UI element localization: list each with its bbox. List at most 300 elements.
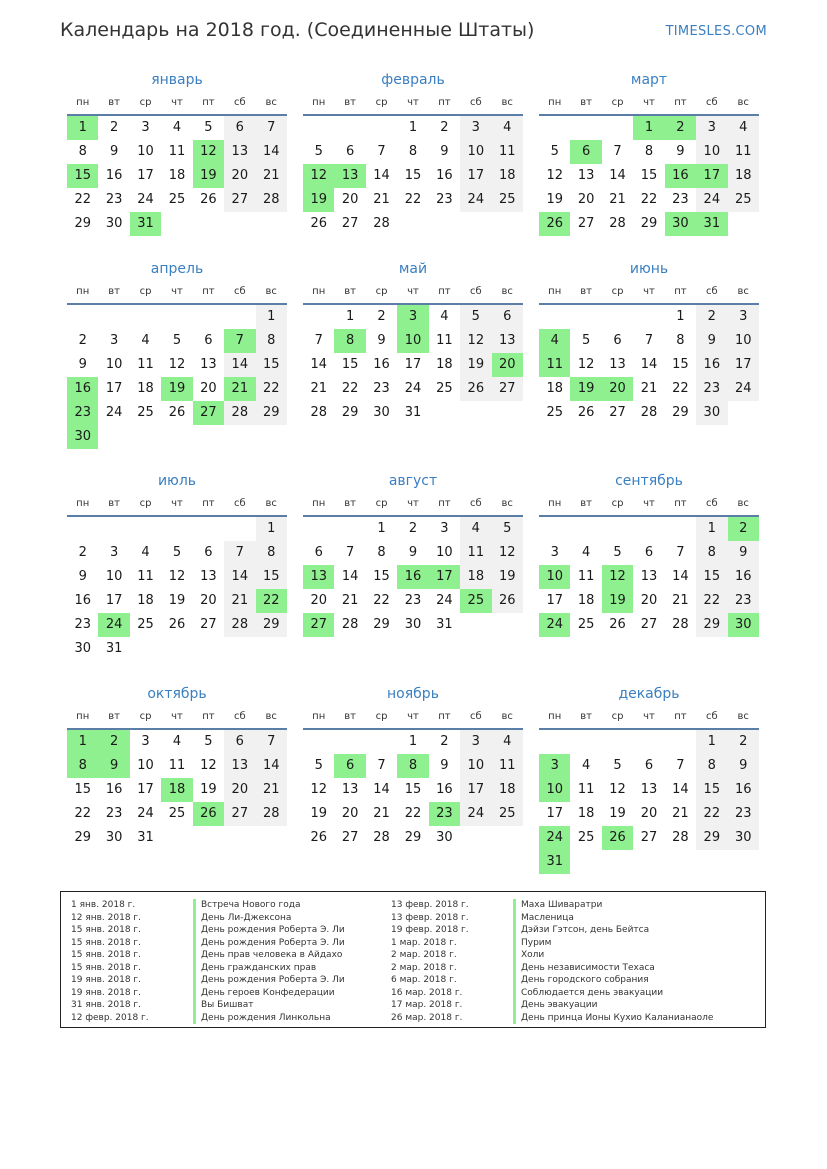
day-cell: 11 <box>168 758 186 773</box>
day-cell: 20 <box>200 381 217 396</box>
holiday-date: 17 мар. 2018 г. <box>391 1000 463 1010</box>
legend-row <box>71 974 345 987</box>
weekday-label: сб <box>469 711 482 722</box>
day-cell: 16 <box>373 357 390 372</box>
weekday-label: пт <box>438 498 451 509</box>
month-name: февраль <box>381 72 445 88</box>
holiday-day-cell: 6 <box>334 754 365 778</box>
day-cell: 29 <box>672 405 689 420</box>
day-grid <box>67 116 287 236</box>
day-cell: 13 <box>200 569 217 584</box>
empty-cell <box>539 305 570 329</box>
month-calendar <box>67 70 287 236</box>
weekend-day-cell: 16 <box>696 353 727 377</box>
weekend-day-cell: 3 <box>728 305 759 329</box>
day-cell: 18 <box>546 381 563 396</box>
day-cell: 9 <box>676 144 685 159</box>
month-calendar <box>539 70 759 236</box>
empty-cell <box>539 517 570 541</box>
day-cell: 23 <box>74 617 91 632</box>
holiday-date: 26 мар. 2018 г. <box>391 1012 463 1023</box>
day-cell: 23 <box>105 806 123 821</box>
empty-cell <box>633 517 664 541</box>
holiday-name: Соблюдается день эвакуации <box>513 987 663 1000</box>
weekend-day-cell: 10 <box>728 329 759 353</box>
weekday-label: пт <box>438 711 451 722</box>
weekday-header <box>539 710 759 730</box>
legend-row <box>71 912 345 925</box>
holiday-day-cell: 15 <box>67 164 98 188</box>
day-cell: 1 <box>676 309 685 324</box>
holiday-date: 15 янв. 2018 г. <box>71 962 141 973</box>
weekday-label: ср <box>375 498 388 509</box>
weekday-label: пн <box>548 286 562 297</box>
day-grid <box>303 730 523 850</box>
day-cell: 28 <box>373 830 390 845</box>
day-cell: 7 <box>377 144 386 159</box>
weekend-day-cell: 24 <box>696 188 727 212</box>
day-cell: 6 <box>644 545 654 560</box>
day-cell: 5 <box>581 333 591 348</box>
day-cell: 5 <box>550 144 559 159</box>
day-cell: 19 <box>546 192 563 207</box>
weekend-day-cell: 9 <box>728 541 759 565</box>
month-name: сентябрь <box>615 473 683 489</box>
holiday-day-cell: 8 <box>334 329 365 353</box>
weekend-day-cell: 5 <box>492 517 523 541</box>
weekday-label: чт <box>407 286 419 297</box>
weekday-label: пт <box>438 286 451 297</box>
day-cell: 3 <box>550 545 559 560</box>
weekend-day-cell: 18 <box>728 164 759 188</box>
legend-row <box>391 987 713 1000</box>
weekday-label: пн <box>312 498 326 509</box>
day-cell: 19 <box>310 806 327 821</box>
weekday-label: вт <box>108 97 120 108</box>
empty-cell <box>539 730 570 754</box>
day-cell: 2 <box>109 120 119 135</box>
weekend-day-cell: 4 <box>728 116 759 140</box>
day-cell: 2 <box>408 521 418 536</box>
legend-row <box>391 937 713 950</box>
day-cell: 3 <box>109 333 119 348</box>
holiday-name: Встреча Нового года <box>193 899 300 912</box>
weekday-label: ср <box>139 498 152 509</box>
day-cell: 14 <box>609 168 626 183</box>
weekend-day-cell: 8 <box>256 541 287 565</box>
weekend-day-cell: 19 <box>492 565 523 589</box>
month-name: октябрь <box>147 686 207 702</box>
weekend-day-cell: 8 <box>696 754 727 778</box>
day-grid <box>303 116 523 236</box>
month-name: январь <box>151 72 203 88</box>
day-cell: 25 <box>137 405 154 420</box>
holiday-day-cell: 10 <box>539 565 570 589</box>
day-cell: 8 <box>78 144 87 159</box>
weekday-label: вс <box>265 97 277 108</box>
holiday-name: День прав человека в Айдахо <box>193 949 342 962</box>
empty-cell <box>67 305 98 329</box>
weekend-day-cell: 12 <box>460 329 491 353</box>
day-cell: 9 <box>78 569 87 584</box>
day-cell: 19 <box>609 806 626 821</box>
day-cell: 18 <box>137 381 154 396</box>
day-cell: 18 <box>137 593 154 608</box>
day-grid <box>303 305 523 425</box>
day-cell: 17 <box>105 381 123 396</box>
empty-cell <box>602 305 633 329</box>
holiday-day-cell: 27 <box>303 613 334 637</box>
day-cell: 15 <box>74 782 91 797</box>
day-cell: 10 <box>436 545 453 560</box>
weekday-label: сб <box>705 97 718 108</box>
weekend-day-cell: 25 <box>492 188 523 212</box>
holiday-day-cell: 16 <box>397 565 428 589</box>
empty-cell <box>303 730 334 754</box>
weekday-label: чт <box>643 286 655 297</box>
legend-row <box>71 924 345 937</box>
legend-row <box>71 937 345 950</box>
day-cell: 10 <box>137 144 154 159</box>
weekend-day-cell: 6 <box>224 730 255 754</box>
holiday-date: 16 мар. 2018 г. <box>391 987 463 998</box>
month-calendar <box>303 684 523 850</box>
day-cell: 15 <box>672 357 689 372</box>
day-cell: 19 <box>200 782 217 797</box>
empty-cell <box>67 517 98 541</box>
weekend-day-cell: 13 <box>224 754 255 778</box>
day-cell: 28 <box>640 405 658 420</box>
weekday-header <box>67 710 287 730</box>
day-cell: 28 <box>373 216 390 231</box>
day-cell: 22 <box>341 381 359 396</box>
day-cell: 21 <box>672 593 689 608</box>
weekday-label: чт <box>171 498 183 509</box>
month-calendar <box>67 259 287 449</box>
weekend-day-cell: 21 <box>256 164 287 188</box>
weekend-day-cell: 15 <box>256 565 287 589</box>
day-cell: 26 <box>310 216 327 231</box>
weekend-day-cell: 24 <box>460 802 491 826</box>
day-cell: 14 <box>373 168 390 183</box>
weekend-day-cell: 20 <box>224 778 255 802</box>
weekend-day-cell: 22 <box>256 377 287 401</box>
day-cell: 6 <box>644 758 654 773</box>
holiday-day-cell: 8 <box>67 754 98 778</box>
day-cell: 26 <box>609 617 626 632</box>
empty-cell <box>224 305 255 329</box>
holiday-day-cell: 23 <box>67 401 98 425</box>
day-cell: 14 <box>310 357 327 372</box>
month-name: апрель <box>150 261 204 277</box>
weekday-label: вс <box>737 498 749 509</box>
day-cell: 20 <box>310 593 327 608</box>
legend-row <box>71 949 345 962</box>
day-cell: 25 <box>577 617 595 632</box>
holiday-day-cell: 10 <box>397 329 428 353</box>
holiday-day-cell: 20 <box>492 353 523 377</box>
weekend-day-cell: 26 <box>460 377 491 401</box>
day-cell: 4 <box>141 333 150 348</box>
weekend-day-cell: 14 <box>256 754 287 778</box>
day-cell: 21 <box>609 192 626 207</box>
holiday-date: 19 февр. 2018 г. <box>391 925 469 935</box>
holiday-day-cell: 30 <box>665 212 696 236</box>
weekday-header <box>303 96 523 116</box>
legend-row <box>391 899 713 912</box>
day-cell: 14 <box>373 782 390 797</box>
empty-cell <box>98 305 129 329</box>
day-grid <box>539 116 759 236</box>
weekday-label: вт <box>344 97 356 108</box>
weekday-label: пн <box>548 97 562 108</box>
holiday-day-cell: 6 <box>570 140 601 164</box>
day-cell: 23 <box>404 593 422 608</box>
weekday-label: вт <box>580 498 592 509</box>
day-grid <box>539 730 759 874</box>
day-cell: 8 <box>377 545 386 560</box>
weekday-label: ср <box>139 711 152 722</box>
holiday-day-cell: 19 <box>303 188 334 212</box>
day-cell: 1 <box>408 734 418 749</box>
weekend-day-cell: 4 <box>460 517 491 541</box>
weekend-day-cell: 25 <box>492 802 523 826</box>
weekend-day-cell: 18 <box>492 778 523 802</box>
day-cell: 12 <box>168 357 186 372</box>
weekday-label: ср <box>375 97 388 108</box>
day-cell: 9 <box>440 144 449 159</box>
weekday-label: пн <box>76 711 90 722</box>
weekend-day-cell: 10 <box>460 140 491 164</box>
day-cell: 11 <box>577 569 595 584</box>
weekday-label: чт <box>407 711 419 722</box>
month-name: июль <box>157 473 197 489</box>
holiday-day-cell: 26 <box>602 826 633 850</box>
holiday-day-cell: 7 <box>224 329 255 353</box>
empty-cell <box>130 305 161 329</box>
day-cell: 2 <box>78 333 87 348</box>
day-cell: 22 <box>74 192 91 207</box>
weekday-label: вс <box>265 286 277 297</box>
weekday-header <box>303 497 523 517</box>
holiday-date: 2 мар. 2018 г. <box>391 962 457 973</box>
day-cell: 10 <box>105 569 123 584</box>
day-cell: 15 <box>640 168 658 183</box>
day-cell: 18 <box>168 168 186 183</box>
day-cell: 16 <box>436 782 453 797</box>
holiday-day-cell: 16 <box>665 164 696 188</box>
day-cell: 2 <box>440 734 449 749</box>
holiday-day-cell: 2 <box>728 517 759 541</box>
day-cell: 20 <box>640 806 658 821</box>
holiday-name: День рождения Роберта Э. Ли <box>193 937 345 950</box>
weekday-label: ср <box>611 97 624 108</box>
holiday-day-cell: 18 <box>161 778 192 802</box>
day-cell: 17 <box>105 593 123 608</box>
day-cell: 2 <box>377 309 386 324</box>
day-cell: 5 <box>172 333 182 348</box>
weekday-label: пт <box>674 97 687 108</box>
day-cell: 25 <box>137 617 154 632</box>
day-cell: 9 <box>78 357 87 372</box>
weekday-label: сб <box>469 286 482 297</box>
day-cell: 9 <box>408 545 418 560</box>
weekend-day-cell: 18 <box>460 565 491 589</box>
holiday-day-cell: 2 <box>98 730 129 754</box>
weekend-day-cell: 22 <box>696 589 727 613</box>
weekend-day-cell: 29 <box>256 613 287 637</box>
day-cell: 23 <box>436 192 453 207</box>
holiday-date: 13 февр. 2018 г. <box>391 912 469 923</box>
empty-cell <box>570 305 601 329</box>
holiday-day-cell: 1 <box>67 116 98 140</box>
holiday-day-cell: 30 <box>67 425 98 449</box>
holiday-date: 19 янв. 2018 г. <box>71 975 141 985</box>
day-cell: 31 <box>436 617 453 632</box>
weekend-day-cell: 28 <box>256 188 287 212</box>
day-cell: 6 <box>345 144 355 159</box>
weekday-header <box>539 285 759 305</box>
weekday-header <box>67 285 287 305</box>
holiday-name: Вы Бишват <box>193 999 253 1012</box>
weekend-day-cell: 21 <box>256 778 287 802</box>
weekend-day-cell: 7 <box>256 730 287 754</box>
weekend-day-cell: 4 <box>492 730 523 754</box>
day-cell: 28 <box>310 405 327 420</box>
month-calendar <box>67 471 287 661</box>
month-calendar <box>303 259 523 425</box>
holiday-day-cell: 11 <box>539 353 570 377</box>
holiday-date: 15 янв. 2018 г. <box>71 925 141 935</box>
day-cell: 21 <box>373 192 390 207</box>
weekend-day-cell: 27 <box>224 802 255 826</box>
empty-cell <box>366 116 397 140</box>
empty-cell <box>665 730 696 754</box>
day-cell: 26 <box>577 405 595 420</box>
day-cell: 15 <box>404 168 422 183</box>
day-cell: 22 <box>404 192 422 207</box>
page-title: Календарь на 2018 год. (Соединенные Штаты) <box>60 19 535 41</box>
day-grid <box>303 517 523 637</box>
legend-row <box>391 962 713 975</box>
month-calendar <box>539 471 759 637</box>
weekend-day-cell: 25 <box>728 188 759 212</box>
day-cell: 15 <box>341 357 359 372</box>
day-cell: 13 <box>609 357 626 372</box>
day-grid <box>67 730 287 850</box>
holiday-name: День рождения Роберта Э. Ли <box>193 974 345 987</box>
weekend-day-cell: 21 <box>224 589 255 613</box>
day-cell: 28 <box>672 617 689 632</box>
day-cell: 10 <box>105 357 123 372</box>
weekday-label: ср <box>611 711 624 722</box>
holiday-day-cell: 27 <box>193 401 224 425</box>
day-cell: 18 <box>436 357 453 372</box>
weekday-label: вт <box>580 97 592 108</box>
weekday-label: чт <box>643 711 655 722</box>
weekday-label: вс <box>265 498 277 509</box>
holiday-day-cell: 31 <box>696 212 727 236</box>
empty-cell <box>602 517 633 541</box>
day-cell: 23 <box>672 192 689 207</box>
holiday-name: Холи <box>513 949 544 962</box>
holiday-date: 15 янв. 2018 г. <box>71 937 141 948</box>
weekday-label: пт <box>674 498 687 509</box>
day-cell: 31 <box>105 641 123 656</box>
day-cell: 11 <box>137 569 154 584</box>
day-cell: 25 <box>546 405 563 420</box>
holiday-day-cell: 9 <box>98 754 129 778</box>
weekday-header <box>539 96 759 116</box>
empty-cell <box>665 517 696 541</box>
weekday-label: пн <box>312 711 326 722</box>
weekend-day-cell: 11 <box>492 140 523 164</box>
holiday-day-cell: 22 <box>256 589 287 613</box>
day-cell: 7 <box>644 333 654 348</box>
holiday-date: 12 февр. 2018 г. <box>71 1012 149 1023</box>
weekend-day-cell: 1 <box>696 730 727 754</box>
weekend-day-cell: 24 <box>728 377 759 401</box>
weekend-day-cell: 29 <box>696 826 727 850</box>
holiday-day-cell: 19 <box>570 377 601 401</box>
empty-cell <box>570 116 601 140</box>
holiday-name: Дэйзи Гэтсон, день Бейтса <box>513 924 649 937</box>
day-cell: 22 <box>74 806 91 821</box>
day-cell: 9 <box>109 144 119 159</box>
day-cell: 24 <box>105 405 123 420</box>
day-cell: 17 <box>137 782 154 797</box>
day-cell: 5 <box>314 758 323 773</box>
weekday-header <box>67 96 287 116</box>
holiday-day-cell: 24 <box>98 613 129 637</box>
day-cell: 4 <box>172 120 182 135</box>
holiday-name: День гражданских прав <box>193 962 316 975</box>
site-link[interactable]: TIMESLES.COM <box>665 24 767 39</box>
legend-row <box>71 962 345 975</box>
weekday-label: вс <box>265 711 277 722</box>
month-name: ноябрь <box>387 686 439 702</box>
weekday-label: сб <box>469 498 482 509</box>
weekend-day-cell: 7 <box>224 541 255 565</box>
weekend-day-cell: 11 <box>492 754 523 778</box>
weekend-day-cell: 8 <box>256 329 287 353</box>
holiday-name: День принца Ионы Кухио Каланианаоле <box>513 1012 713 1025</box>
weekday-header <box>303 710 523 730</box>
weekend-day-cell: 12 <box>492 541 523 565</box>
holiday-day-cell: 10 <box>539 778 570 802</box>
day-cell: 25 <box>168 192 186 207</box>
day-cell: 27 <box>341 830 359 845</box>
holiday-day-cell: 31 <box>130 212 161 236</box>
weekday-label: сб <box>233 711 246 722</box>
empty-cell <box>633 305 664 329</box>
month-name: июнь <box>629 261 669 277</box>
empty-cell <box>161 305 192 329</box>
day-cell: 25 <box>436 381 453 396</box>
holiday-day-cell: 13 <box>334 164 365 188</box>
day-cell: 5 <box>613 545 622 560</box>
weekend-day-cell: 27 <box>224 188 255 212</box>
day-cell: 29 <box>74 830 91 845</box>
day-cell: 13 <box>577 168 595 183</box>
day-cell: 1 <box>345 309 355 324</box>
day-cell: 30 <box>74 641 91 656</box>
day-cell: 4 <box>172 734 182 749</box>
day-cell: 22 <box>640 192 658 207</box>
empty-cell <box>98 517 129 541</box>
empty-cell <box>334 730 365 754</box>
weekday-label: вт <box>344 711 356 722</box>
